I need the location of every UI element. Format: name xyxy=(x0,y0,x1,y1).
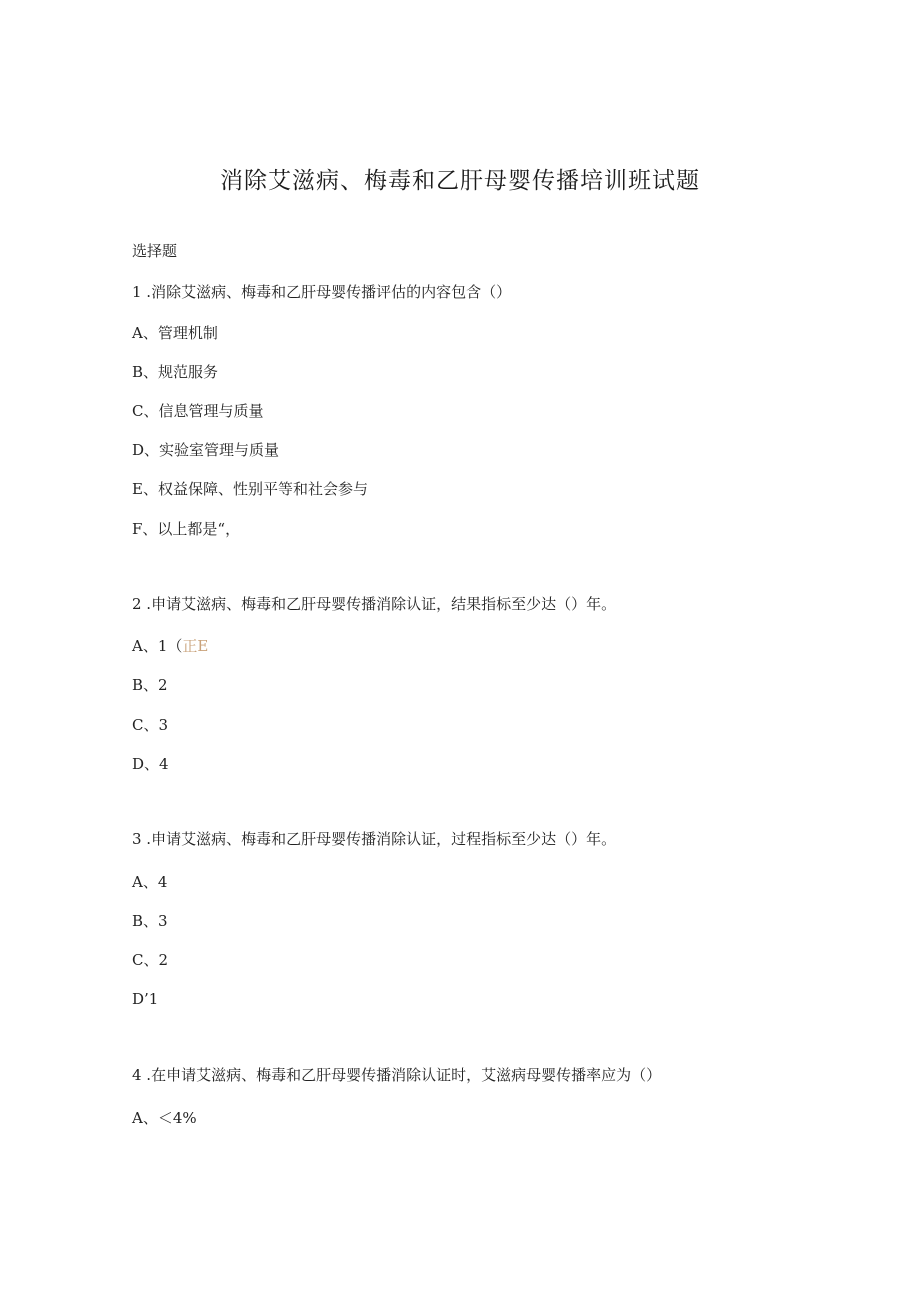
question-2-stem: 2 .申请艾滋病、梅毒和乙肝母婴传播消除认证，结果指标至少达（）年。 xyxy=(132,595,617,613)
question-4-stem: 4 .在申请艾滋病、梅毒和乙肝母婴传播消除认证时，艾滋病母婴传播率应为（） xyxy=(132,1066,662,1084)
question-1-option-e: E、权益保障、性别平等和社会参与 xyxy=(132,480,368,498)
question-1-option-c: C、信息管理与质量 xyxy=(132,402,264,420)
question-1-option-f: F、以上都是“， xyxy=(132,520,241,538)
question-2-option-b: B、2 xyxy=(132,676,168,694)
question-4-option-a: A、＜4% xyxy=(132,1109,197,1127)
answer-annotation: 正E xyxy=(182,637,209,655)
question-3-option-b: B、3 xyxy=(132,912,168,930)
question-1-stem: 1 .消除艾滋病、梅毒和乙肝母婴传播评估的内容包含（） xyxy=(132,283,512,301)
question-1-option-b: B、规范服务 xyxy=(132,363,219,381)
question-3-option-c: C、2 xyxy=(132,951,169,969)
question-3-option-d: D’1 xyxy=(132,990,159,1008)
section-label: 选择题 xyxy=(132,242,178,260)
question-2-option-a xyxy=(132,636,208,656)
question-2-option-a-text: A、1（ xyxy=(132,637,183,655)
question-2-option-c: C、3 xyxy=(132,716,169,734)
question-3-stem: 3 .申请艾滋病、梅毒和乙肝母婴传播消除认证，过程指标至少达（）年。 xyxy=(132,830,617,848)
document-title: 消除艾滋病、梅毒和乙肝母婴传播培训班试题 xyxy=(220,168,700,194)
question-2-option-d: D、4 xyxy=(132,755,169,773)
question-3-option-a: A、4 xyxy=(132,873,168,891)
question-1-option-d: D、实验室管理与质量 xyxy=(132,441,280,459)
question-1-option-a: A、管理机制 xyxy=(132,324,218,342)
